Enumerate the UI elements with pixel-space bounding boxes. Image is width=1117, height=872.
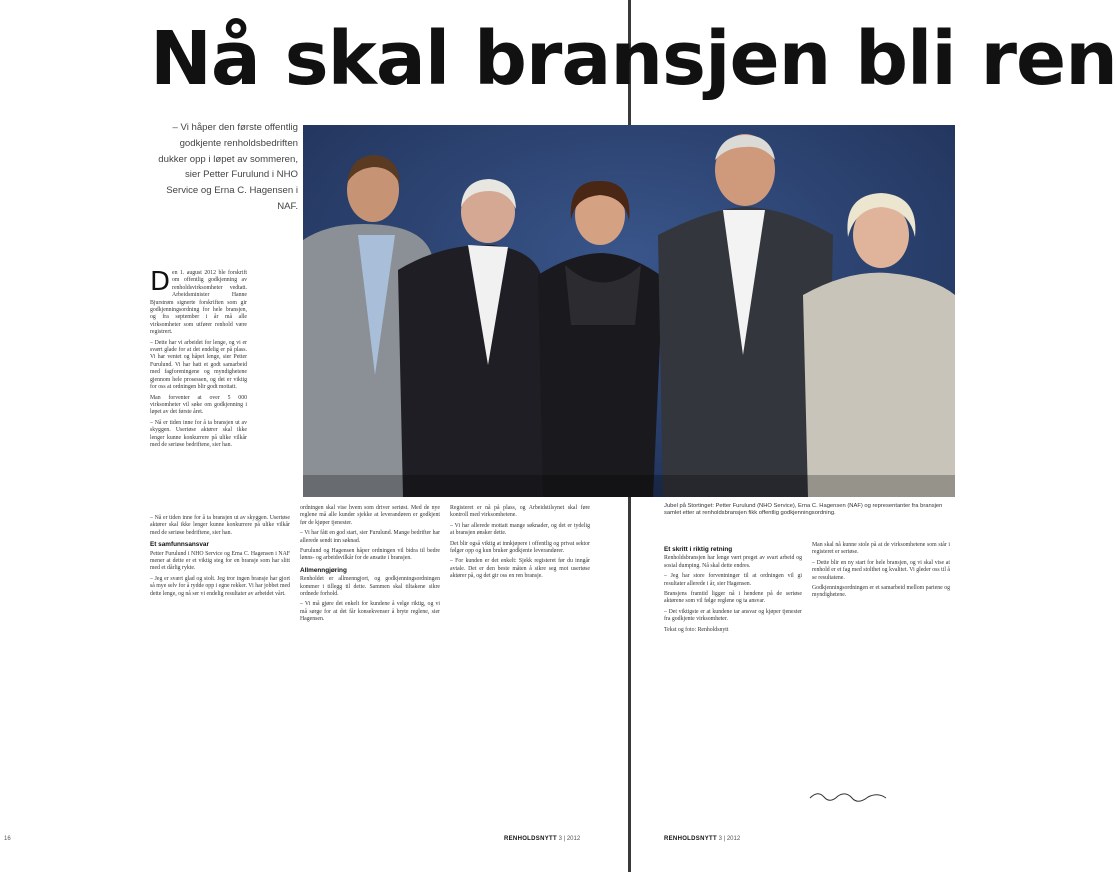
article-paragraph: – Vi må gjøre det enkelt for kundene å velge riktig, og vi må sørge for at det får konsekvenser å bryte reglene, sier Hagensen. bbox=[300, 601, 440, 623]
article-column-1a bbox=[150, 267, 247, 515]
footer-brand: RENHOLDSNYTT bbox=[504, 836, 557, 842]
dropcap: D bbox=[150, 267, 171, 297]
article-paragraph: Man forventer at over 5 000 virksomheter vil søke om godkjenning i løpet av det første året. bbox=[150, 394, 247, 416]
article-paragraph: – Det viktigste er at kundene tar ansvar og kjøper tjenester fra godkjente virksomheter. bbox=[664, 608, 802, 623]
article-paragraph: – Nå er tiden inne for å ta bransjen ut av skyggen. Useriøse aktører skal ikke lenger kunne konkurrere på ulike vilkår med de seriøse bedriftene, sier han. bbox=[150, 515, 290, 536]
article-paragraph: – Vi har fått en god start, sier Furulund. Mange bedrifter har allerede sendt inn søknad. bbox=[300, 530, 440, 544]
headline: Nå skal bransjen bli ren bbox=[150, 16, 1117, 102]
article-paragraph: – Jeg er svært glad og stolt. Jeg tror ingen bransje har gjort så mye selv for å rydde opp i egne rekker. Vi har jobbet med dette lenge, og nå ser vi endelig resultater av arbeidet vårt. bbox=[150, 575, 290, 597]
article-column-3 bbox=[450, 505, 590, 815]
article-paragraph: Petter Furulund i NHO Service og Erna C. Hagensen i NAF mener at dette er et viktig steg for en bransje som har slitt med et dårlig rykte. bbox=[150, 550, 290, 572]
footer-page-number: 16 bbox=[4, 836, 11, 842]
signature-graphic bbox=[808, 788, 898, 802]
article-paragraph: Renholdet er allmenngjort, og godkjenningsordningen kommer i tillegg til dette. Sammen skal tiltakene sikre ordnede forhold. bbox=[300, 576, 440, 598]
article-paragraph: Det blir også viktig at innkjøpere i offentlig og privat sektor følger opp og kun bruker godkjente leverandører. bbox=[450, 540, 590, 555]
article-column-1b bbox=[150, 515, 290, 815]
article-paragraph: Furulund og Hagensen håper ordningen vil bidra til bedre lønns- og arbeidsvilkår for de ansatte i bransjen. bbox=[300, 548, 440, 562]
article-paragraph: – Nå er tiden inne for å ta bransjen ut av skyggen. Useriøse aktører skal ikke lenger kunne konkurrere på ulike vilkår med de seriøse bedriftene, sier han. bbox=[150, 419, 247, 448]
article-column-4 bbox=[664, 542, 802, 812]
article-paragraph: – Dette har vi arbeidet for lenge, og vi er svært glade for at det endelig er på plass. Vi har ventet og håpet lenge, sier Petter Furulund. Vi har hatt et godt samarbeid med fagforeningene og myndighetene gjennom hele prosessen, og det er viktig for oss at ordningen blir godt mottatt. bbox=[150, 339, 247, 391]
article-paragraph: Man skal nå kunne stole på at de virksomhetene som står i registeret er seriøse. bbox=[812, 542, 950, 556]
article-paragraph: – Dette blir en ny start for hele bransjen, og vi skal vise at renhold er et fag med stolthet og kvalitet. Vi gleder oss til å se resultatene. bbox=[812, 559, 950, 581]
footer-brand: RENHOLDSNYTT bbox=[664, 836, 717, 842]
article-paragraph: Renholdsbransjen har lenge vært preget av svart arbeid og sosial dumping. Nå skal dette endres. bbox=[664, 555, 802, 569]
subheading: Et samfunnsansvar bbox=[150, 541, 209, 549]
article-column-2 bbox=[300, 505, 440, 815]
article-paragraph: Godkjenningsordningen er et samarbeid mellom partene og myndighetene. bbox=[812, 585, 950, 599]
footer-issue: 3 | 2012 bbox=[718, 836, 741, 842]
group-photo bbox=[303, 125, 955, 497]
article-paragraph: ordningen skal vise hvem som driver seriøst. Med de nye reglene må alle kunder sjekke at leverandøren er godkjent før de kjøper tjenester. bbox=[300, 505, 440, 526]
article-paragraph: – Vi har allerede mottatt mange søknader, og det er tydelig at bransjen ønsker dette. bbox=[450, 522, 590, 537]
lead-paragraph: – Vi håper den første offentlig godkjente renholdsbedriften dukker opp i løpet av sommeren, sier Petter Furulund i NHO Service og Erna C. Hagensen i NAF. bbox=[158, 122, 298, 212]
byline: Tekst og foto: Renholdsnytt bbox=[664, 626, 729, 633]
footer-left bbox=[504, 836, 580, 842]
subheading: Et skritt i riktig retning bbox=[664, 546, 733, 553]
article-paragraph: en 1. august 2012 ble forskrift om offentlig godkjenning av renholdsvirksomheter vedtatt. Arbeidsminister Hanne Bjurstrøm signerte forskriften som gir godkjenningsordning for hele bransjen, og fra september i år må alle virksomheter som utfører renhold være registrert. bbox=[150, 270, 247, 336]
photo-caption: Jubel på Stortinget: Petter Furulund (NHO Service), Erna C. Hagensen (NAF) og representanter fra bransjen samlet etter at renholdsbransjen fikk offentlig godkjenningsordning. bbox=[664, 503, 943, 517]
article-paragraph: – For kunden er det enkelt: Sjekk registeret før du inngår avtale. Det er den beste måten å sikre seg mot useriøse aktører på, og det gir oss en ren bransje. bbox=[450, 558, 590, 580]
subheading: Allmenngjøring bbox=[300, 566, 347, 574]
article-column-5 bbox=[812, 542, 950, 782]
footer-issue: 3 | 2012 bbox=[558, 836, 581, 842]
article-paragraph: – Jeg har store forventninger til at ordningen vil gi resultater allerede i år, sier Hagensen. bbox=[664, 573, 802, 587]
article-paragraph: Registeret er nå på plass, og Arbeidstilsynet skal føre kontroll med virksomhetene. bbox=[450, 505, 590, 519]
article-paragraph: Bransjens framtid ligger nå i hendene på de seriøse aktørene som vil følge reglene og ta ansvar. bbox=[664, 591, 802, 605]
footer-right bbox=[664, 836, 740, 842]
